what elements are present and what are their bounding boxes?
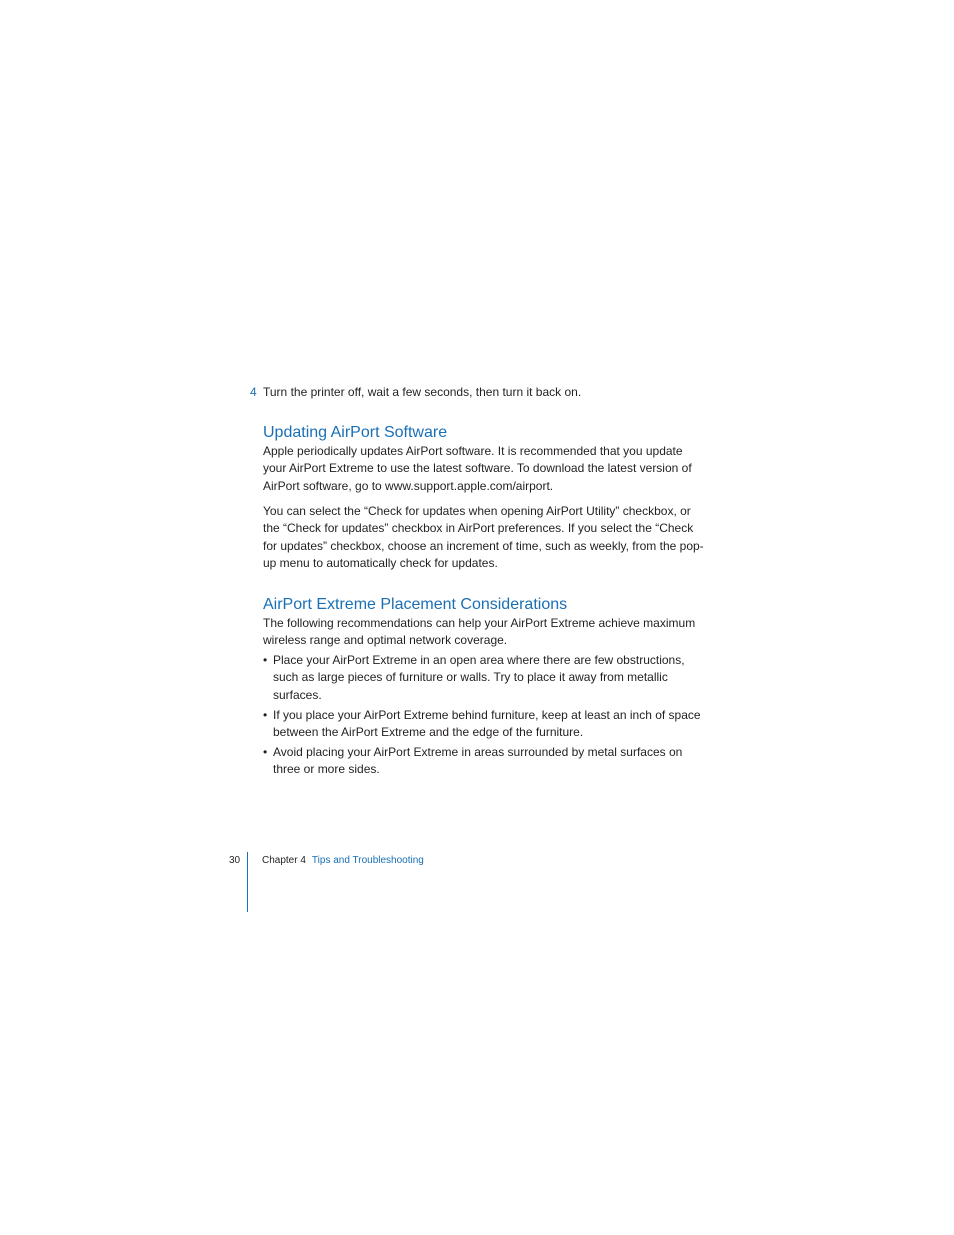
step-number: 4 bbox=[250, 385, 257, 399]
bullet-icon: • bbox=[263, 653, 268, 667]
list-item bbox=[263, 744, 708, 779]
step-text: Turn the printer off, wait a few seconds, then turn it back on. bbox=[263, 385, 582, 399]
footer-chapter bbox=[262, 854, 424, 867]
footer-divider bbox=[247, 852, 248, 912]
paragraph-check-for-updates: You can select the “Check for updates when opening AirPort Utility” checkbox, or the “Check for updates” checkbox in AirPort preferences. If you select the “Check for updates” checkbox, choose an increment of time, such as weekly, from the pop-up menu to automatically check for updates. bbox=[263, 504, 704, 570]
list-item-text: If you place your AirPort Extreme behind furniture, keep at least an inch of space between the AirPort Extreme and the edge of the furniture. bbox=[273, 707, 701, 739]
footer-chapter-label: Chapter 4 bbox=[262, 855, 306, 866]
section-heading-updating-software: Updating AirPort Software bbox=[263, 424, 448, 441]
step-item bbox=[250, 384, 581, 400]
bullet-icon: • bbox=[263, 745, 268, 760]
list-item-text: Avoid placing your AirPort Extreme in areas surrounded by metal surfaces on three or more sides. bbox=[273, 745, 683, 777]
list-item bbox=[263, 707, 708, 742]
section-heading-placement: AirPort Extreme Placement Considerations bbox=[263, 596, 568, 613]
page-number: 30 bbox=[229, 855, 241, 866]
page-footer bbox=[0, 850, 954, 912]
placement-bullet-list bbox=[263, 652, 708, 781]
paragraph-update-intro: Apple periodically updates AirPort software. It is recommended that you update your AirPort Extreme to use the latest software. To download the latest version of AirPort software, go to www.support.apple.com/airport. bbox=[263, 444, 692, 493]
list-item bbox=[263, 652, 708, 704]
paragraph-placement-intro: The following recommendations can help your AirPort Extreme achieve maximum wireless range and optimal network coverage. bbox=[263, 616, 696, 648]
list-item-text: Place your AirPort Extreme in an open area where there are few obstructions, such as large pieces of furniture or walls. Try to place it away from metallic surfaces. bbox=[273, 653, 685, 702]
bullet-icon: • bbox=[263, 707, 268, 722]
footer-chapter-title: Tips and Troubleshooting bbox=[311, 855, 424, 866]
